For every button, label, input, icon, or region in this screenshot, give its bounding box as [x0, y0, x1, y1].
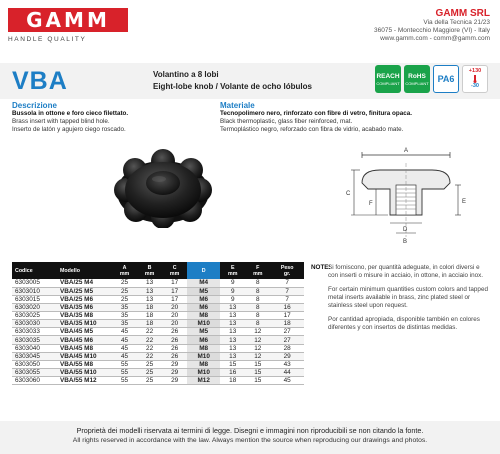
table-row [12, 303, 304, 311]
table-cell: 13 [137, 287, 162, 295]
dimensions-table [12, 262, 304, 385]
table-cell: VBA/35 M8 [57, 312, 112, 320]
description-en: Brass insert with tapped blind hole. [12, 118, 110, 125]
table-row [12, 369, 304, 377]
table-cell: 20 [162, 320, 187, 328]
dim-label-b: B [403, 239, 408, 245]
table-cell: 15 [245, 360, 270, 368]
col-f-label: F [256, 264, 260, 271]
table-cell: 25 [112, 295, 137, 303]
table-cell: 29 [270, 352, 304, 360]
table-cell: 6303035 [12, 336, 57, 344]
table-cell: 20 [162, 312, 187, 320]
col-b-unit: mm [144, 270, 155, 277]
table-cell: 22 [137, 328, 162, 336]
temp-max: +130 [468, 68, 482, 74]
material-es: Termoplástico negro, reforzado con fibra de vidrio, acabado mate. [220, 126, 404, 133]
table-cell: 9 [220, 279, 245, 287]
table-cell: 25 [112, 287, 137, 295]
col-weight [270, 262, 304, 279]
col-code: Codice [12, 262, 57, 279]
note-es: Por cantidad apropiada, disponible también en colores diferentes y con insertos de distintas medidas. [328, 316, 480, 331]
reach-label: REACH [376, 72, 400, 80]
company-web: www.gamm.com - comm@gamm.com [380, 35, 490, 42]
company-info [374, 8, 490, 43]
table-cell: VBA/25 M6 [57, 295, 112, 303]
temperature-badge [462, 65, 488, 93]
note-body [311, 264, 491, 332]
table-row [12, 344, 304, 352]
table-cell: 45 [112, 336, 137, 344]
description-heading: Descrizione [12, 101, 57, 110]
table-cell: 15 [245, 377, 270, 385]
table-cell: 45 [112, 352, 137, 360]
product-title [153, 69, 312, 93]
dim-label-a: A [404, 148, 409, 154]
table-cell: VBA/35 M6 [57, 303, 112, 311]
table-cell: 6303005 [12, 279, 57, 287]
col-e-unit: mm [228, 270, 238, 277]
table-cell: 9 [220, 295, 245, 303]
table-cell: 17 [162, 287, 187, 295]
table-cell: 55 [112, 360, 137, 368]
table-cell: 12 [245, 352, 270, 360]
table-cell: 22 [137, 344, 162, 352]
logo-box [8, 8, 128, 32]
table-row [12, 377, 304, 385]
col-e-label: E [230, 264, 235, 271]
note-en: For certain minimum quantities custom colors and tapped metal inserts available in brass, zinc plated steel or stainless steel upon request. [328, 286, 488, 309]
material-code: PA6 [437, 74, 455, 84]
table-cell: 12 [245, 344, 270, 352]
table-cell: VBA/45 M10 [57, 352, 112, 360]
table-cell: VBA/45 M8 [57, 344, 112, 352]
table-cell: M4 [187, 279, 220, 287]
table-cell: 45 [112, 328, 137, 336]
description-section [12, 101, 237, 134]
certification-badges [375, 65, 488, 93]
table-cell: M6 [187, 336, 220, 344]
note-label: NOTE: [311, 264, 331, 271]
table-cell: 44 [270, 369, 304, 377]
notes-section [311, 264, 491, 338]
table-cell: VBA/45 M6 [57, 336, 112, 344]
table-cell: 6303040 [12, 344, 57, 352]
col-c-unit: mm [169, 270, 180, 277]
table-cell: 6303055 [12, 369, 57, 377]
col-weight-unit: gr. [283, 270, 291, 277]
table-cell: 12 [245, 336, 270, 344]
table-cell: 15 [245, 369, 270, 377]
material-en: Black thermoplastic, glass fiber reinforced, mat. [220, 118, 353, 125]
table-cell: 45 [270, 377, 304, 385]
table-row [12, 360, 304, 368]
table-row [12, 336, 304, 344]
col-e [220, 262, 245, 279]
table-cell: M6 [187, 295, 220, 303]
table-cell: 20 [162, 303, 187, 311]
table-cell: VBA/45 M5 [57, 328, 112, 336]
dim-label-f: F [369, 201, 373, 207]
table-row [12, 320, 304, 328]
table-cell: 35 [112, 320, 137, 328]
table-cell: 26 [162, 336, 187, 344]
table-cell: 29 [162, 377, 187, 385]
col-a-label: A [122, 264, 127, 271]
product-title-en-es: Eight-lobe knob / Volante de ocho lóbulos [153, 82, 312, 91]
dim-label-c: C [346, 191, 351, 197]
col-model: Modello [57, 262, 112, 279]
table-cell: 6303045 [12, 352, 57, 360]
table-cell: M5 [187, 328, 220, 336]
table-cell: 13 [220, 303, 245, 311]
table-cell: 6303060 [12, 377, 57, 385]
table-cell: 18 [137, 312, 162, 320]
table-cell: 7 [270, 279, 304, 287]
table-cell: 25 [137, 369, 162, 377]
company-address-1: Via della Tecnica 21/23 [423, 19, 490, 26]
table-header-row [12, 262, 304, 279]
dim-label-d: D [403, 227, 408, 233]
table-cell: 35 [112, 312, 137, 320]
table-cell: M10 [187, 369, 220, 377]
col-b [137, 262, 162, 279]
table-cell: 6303020 [12, 303, 57, 311]
table-cell: 55 [112, 369, 137, 377]
col-c [162, 262, 187, 279]
table-cell: M8 [187, 344, 220, 352]
table-body [12, 279, 304, 385]
table-cell: 13 [220, 312, 245, 320]
table-cell: 16 [220, 369, 245, 377]
table-cell: 8 [245, 303, 270, 311]
product-model: VBA [12, 67, 68, 95]
table-cell: 8 [245, 295, 270, 303]
table-cell: M8 [187, 312, 220, 320]
table-cell: 25 [137, 377, 162, 385]
table-cell: 7 [270, 295, 304, 303]
table-cell: 13 [137, 295, 162, 303]
col-f-unit: mm [253, 270, 263, 277]
table-cell: 6303033 [12, 328, 57, 336]
table-cell: 8 [245, 312, 270, 320]
technical-drawing [340, 145, 470, 250]
table-cell: 25 [112, 279, 137, 287]
table-row [12, 279, 304, 287]
col-f [245, 262, 270, 279]
table-cell: 13 [220, 344, 245, 352]
table-cell: 26 [162, 352, 187, 360]
footer-en: All rights reserved in accordance with the law. Always mention the source when reproducing our drawings and photos. [72, 437, 428, 444]
table-cell: 17 [162, 279, 187, 287]
table-row [12, 295, 304, 303]
table-row [12, 352, 304, 360]
table-row [12, 287, 304, 295]
rohs-badge [404, 65, 430, 93]
table-cell: 26 [162, 344, 187, 352]
note-it: Si forniscono, per quantità adeguate, in colori diversi e con inserti o misure in acciaio, in ottone, in acciaio inox. [328, 264, 484, 279]
company-address-2: 36075 - Montecchio Maggiore (VI) - Italy [374, 27, 490, 34]
col-d: D [187, 262, 220, 279]
table-cell: 18 [137, 320, 162, 328]
company-name: GAMM SRL [435, 8, 490, 19]
table-cell: 9 [220, 287, 245, 295]
table-cell: 29 [162, 369, 187, 377]
table-cell: 6303030 [12, 320, 57, 328]
table-cell: 28 [270, 344, 304, 352]
table-cell: 29 [162, 360, 187, 368]
table-cell: 45 [112, 344, 137, 352]
temp-min: -30 [471, 83, 479, 89]
table-cell: M8 [187, 360, 220, 368]
table-cell: VBA/25 M4 [57, 279, 112, 287]
rohs-label: RoHS [408, 72, 426, 80]
table-cell: 18 [220, 377, 245, 385]
product-title-it: Volantino a 8 lobi [153, 70, 219, 79]
table-cell: 6303015 [12, 295, 57, 303]
table-cell: 18 [270, 320, 304, 328]
rohs-sub: COMPLIANT [405, 80, 429, 86]
table-cell: 22 [137, 352, 162, 360]
table-cell: M10 [187, 320, 220, 328]
table-cell: 8 [245, 320, 270, 328]
table-row [12, 312, 304, 320]
table-cell: 55 [112, 377, 137, 385]
table-cell: 27 [270, 336, 304, 344]
table-cell: 8 [245, 279, 270, 287]
table-cell: 13 [220, 320, 245, 328]
table-cell: VBA/55 M10 [57, 369, 112, 377]
table-cell: 13 [137, 279, 162, 287]
table-cell: 27 [270, 328, 304, 336]
table-cell: 6303050 [12, 360, 57, 368]
material-it: Tecnopolimero nero, rinforzato con fibre di vetro, finitura opaca. [220, 110, 412, 117]
table-cell: M5 [187, 287, 220, 295]
description-it: Bussola in ottone e foro cieco filettato. [12, 110, 129, 117]
table-cell: 15 [220, 360, 245, 368]
table-cell: 26 [162, 328, 187, 336]
table-cell: 35 [112, 303, 137, 311]
table-row [12, 328, 304, 336]
table-cell: 13 [220, 352, 245, 360]
table-cell: VBA/35 M10 [57, 320, 112, 328]
table-cell: 12 [245, 328, 270, 336]
material-badge [433, 65, 459, 93]
table-cell: VBA/25 M5 [57, 287, 112, 295]
thermometer-icon [472, 75, 478, 83]
table-cell: M10 [187, 352, 220, 360]
table-cell: 6303010 [12, 287, 57, 295]
table-cell: 25 [137, 360, 162, 368]
table-cell: 43 [270, 360, 304, 368]
table-cell: 7 [270, 287, 304, 295]
col-c-label: C [172, 264, 177, 271]
logo-tagline: HANDLE QUALITY [8, 36, 87, 43]
description-es: Inserto de latón y agujero ciego roscado. [12, 126, 126, 133]
knob-photo [112, 140, 214, 228]
table-cell: 8 [245, 287, 270, 295]
gamm-logo [8, 8, 128, 43]
col-weight-label: Peso [280, 264, 294, 271]
reach-sub: COMPLIANT [376, 80, 400, 86]
table-cell: 17 [162, 295, 187, 303]
col-b-label: B [147, 264, 152, 271]
table-cell: 22 [137, 336, 162, 344]
table-cell: M6 [187, 303, 220, 311]
table-cell: VBA/55 M8 [57, 360, 112, 368]
table-cell: M12 [187, 377, 220, 385]
dim-label-e: E [462, 199, 467, 205]
table-cell: 13 [220, 336, 245, 344]
table-cell: 16 [270, 303, 304, 311]
col-a-unit: mm [119, 270, 130, 277]
footer [0, 421, 500, 454]
table-cell: 6303025 [12, 312, 57, 320]
col-a [112, 262, 137, 279]
material-section [220, 101, 490, 134]
reach-badge [375, 65, 401, 93]
material-heading: Materiale [220, 101, 255, 110]
footer-it: Proprietà dei modelli riservata ai termini di legge. Disegni e immagini non riproducibili se non citando la fonte. [76, 426, 424, 435]
table-cell: VBA/55 M12 [57, 377, 112, 385]
logo-text: GAMM [26, 8, 110, 32]
table-cell: 17 [270, 312, 304, 320]
table-cell: 13 [220, 328, 245, 336]
table-cell: 18 [137, 303, 162, 311]
